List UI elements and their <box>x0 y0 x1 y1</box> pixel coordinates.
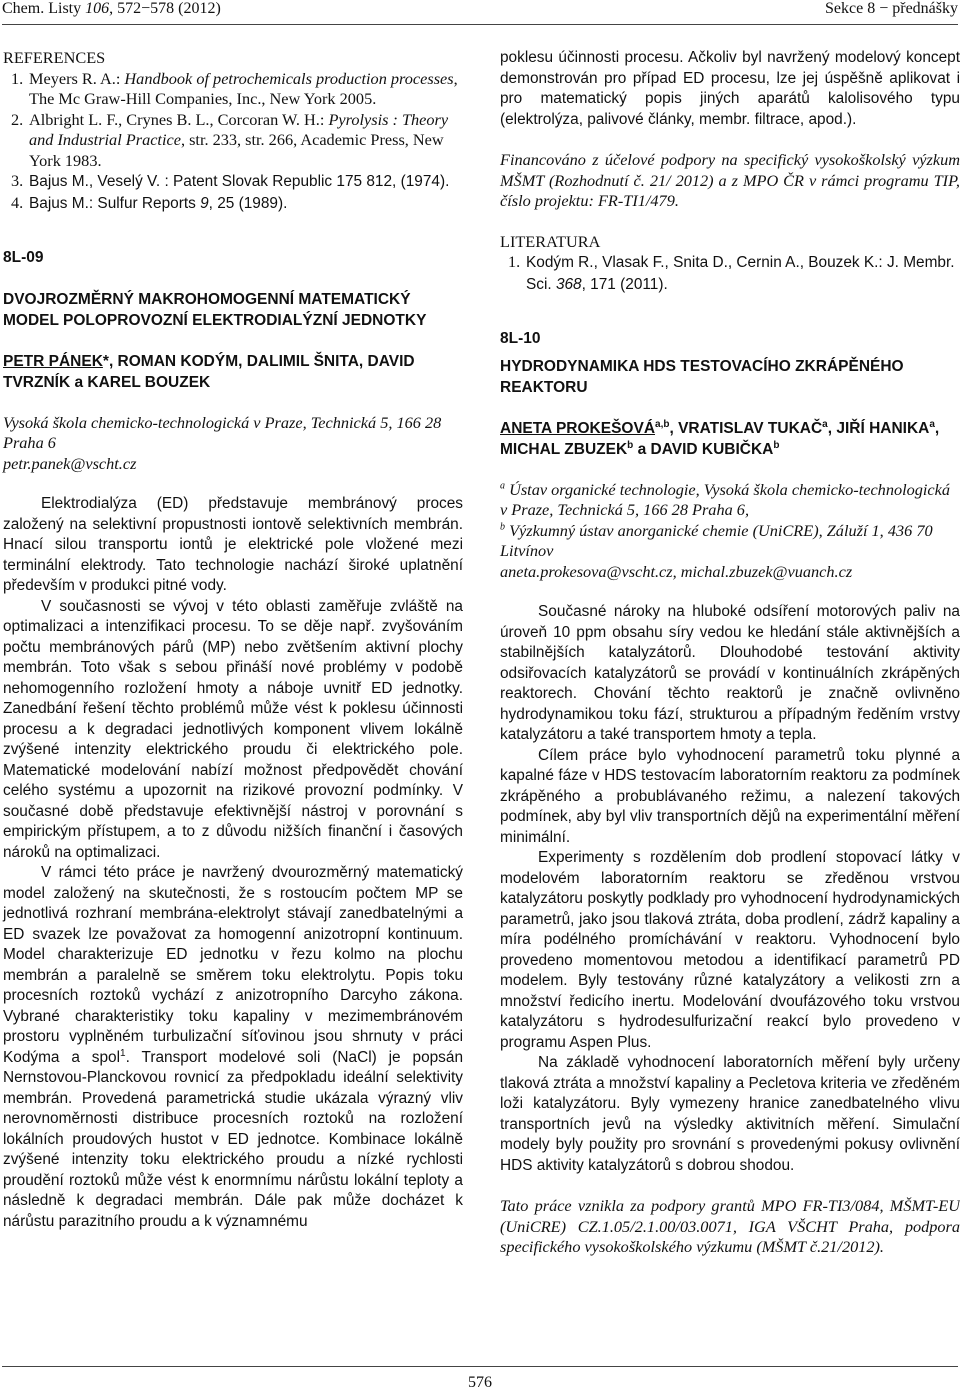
reference-volume: 9 <box>200 194 209 212</box>
references-heading: REFERENCES <box>3 48 106 67</box>
journal-pages: , 572−578 (2012) <box>109 0 221 17</box>
reference-authors: Kodým R., Vlasak F., Snita D., Cernin A., Bouzek K.: J. Membr. Sci. <box>526 254 955 293</box>
affiliation-address: Vysoká škola chemicko-technologická v Praze, Technická 5, 166 28 Praha 6 <box>3 412 442 452</box>
abstract-title: DVOJROZMĚRNÝ MAKROHOMOGENNÍ MATEMATICKÝ MODEL POLOPROVOZNÍ ELEKTRODIALÝZNÍ JEDNOTKY <box>3 290 427 329</box>
affiliation-address: Výzkumný ústav anorganické chemie (UniCRE), Záluží 1, 436 70 Litvínov <box>500 520 933 560</box>
co-authors: *, ROMAN KODÝM, DALIMIL ŠNITA, DAVID TVRZNÍK a KAREL BOUZEK <box>3 352 415 391</box>
reference-item <box>3 69 463 110</box>
contact-email: aneta.prokesova@vscht.cz, michal.zbuzek@vuanch.cz <box>500 561 853 581</box>
paragraph-text: . Transport modelové soli (NaCl) je popsán Nernstovou-Planckovou rovnicí za předpokladu ideální selektivity membrán. Provedená parametrická studie ukázala výrazný vliv nerovnoměrnosti distribuce procesních roztoků na rozložení lokálních proudových hustot v ED jednotce. Kombinace lokálně zvýšené intenzity toku elektrického proudu a nízké rychlosti proudění roztoků může vést k enormnímu nárůstu lokální teploty a následně k degradaci membrán. Dále pak může docházet k nárůstu parazitního proudu a k významnému <box>3 1048 464 1230</box>
section-label: Sekce 8 − přednášky <box>825 0 958 17</box>
paragraph: poklesu účinnosti procesu. Ačkoliv byl navržený modelový koncept demonstrován pro případ ED procesu, lze jej úspěšně aplikovat i pro matematický popis jiných aparátů kalolisového typu (elektrolýza, palivové články, membr. filtrace, apod.). <box>500 49 960 128</box>
paragraph: Na základě vyhodnocení laboratorních měření byly určeny tlaková ztráta a množství kapaliny a Pecletova kriteria ve zředěném loži katalyzátoru. Byly vymezeny hranice zanedbatelného vlivu transportních jevů na výsledky aktivitních měření. Simulační modely byly použity pro srovnání s provedenými pokusy ovlivnění HDS aktivity katalyzátorů s dobrou shodou. <box>500 1054 960 1174</box>
affiliation-marker: a <box>500 480 505 492</box>
journal-name: Chem. Listy <box>2 0 86 17</box>
reference-title: Pyrolysis : Theory and Industrial Practice <box>29 109 449 149</box>
reference-item <box>500 252 960 295</box>
presenting-author: PETR PÁNEK <box>3 352 103 370</box>
paragraph: Současné nároky na hluboké odsíření motorových paliv na úroveň 10 ppm obsahu síry vedou ke hledání stále aktivnějších a stabilnějších katalyzátorů. Dlouhodobé testování aktivity odsiřovacích katalyzátorů se provádí v kontinuálních zkrápěných reaktorech. Chování těchto reaktorů je značně ovlivněno hydrodynamikou toku fází, strukturou a případným ředěním vrstvy katalyzátoru a také transportem hmoty a tepla. <box>500 603 960 743</box>
reference-authors: Meyers R. A.: <box>29 68 125 88</box>
reference-number: 1. <box>11 68 24 88</box>
abstract-body <box>3 494 463 1232</box>
reference-authors: Albright L. F., Crynes B. L., Corcoran W. H.: <box>29 109 329 129</box>
abstract-title: HYDRODYNAMIKA HDS TESTOVACÍHO ZKRÁPĚNÉHO REAKTORU <box>500 357 904 396</box>
presenting-author: ANETA PROKEŠOVÁ <box>500 419 656 437</box>
paragraph: V současnosti se vývoj v této oblasti zaměřuje zvláště na optimalizaci a intenzifikaci procesu. To se děje např. zvyšováním počtu membránových párů (MP) nebo zvětšením aktivní plochy membrán. Toto však s sebou přináší nové problémy v podobě nehomogenního rozložení hmoty a náboje uvnitř ED jednotky. Zanedbání řešení těchto problémů může vést k poklesu účinnosti procesu a k degradaci jednotlivých komponent vlivem lokálně zvýšené intenzity elektrického proudu či elektrického pole. Matematické modelování nabízí možnost předpovědět chování celého systému a upozornit na rizikové provozní podmínky. V současné době představuje efektivnější nástroj v porovnání s empirickým přístupem, a to z důvodu nižších finanční i časových nároků na optimalizaci. <box>3 597 463 861</box>
contact-email: petr.panek@vscht.cz <box>3 453 137 473</box>
co-author: , VRATISLAV TUKAČ <box>669 419 823 437</box>
reference-details: , The Mc Graw-Hill Companies, Inc., New York 2005. <box>29 68 458 108</box>
journal-issue: 106 <box>85 0 110 17</box>
footer-rule <box>2 1366 958 1367</box>
reference-authors: Bajus M., Veselý V. : Patent Slovak Republic 175 812, (1974). <box>29 173 450 190</box>
left-column <box>3 48 463 1232</box>
affiliation-address: Ústav organické technologie, Vysoká škola chemicko-technologická v Praze, Technická 5, 166 28 Praha 6, <box>500 479 951 519</box>
affiliation-b <box>500 521 960 562</box>
reference-list <box>3 69 463 215</box>
running-header <box>2 0 958 25</box>
reference-number: 1. <box>508 252 521 271</box>
reference-item <box>3 110 463 172</box>
reference-details: , 25 (1989). <box>208 194 288 212</box>
affiliation-marker: a,b <box>655 418 670 430</box>
abstract-code: 8L-10 <box>500 330 541 347</box>
reference-details: , str. 233, str. 266, Academic Press, New York 1983. <box>29 130 444 170</box>
journal-citation <box>2 0 221 18</box>
affiliation <box>3 413 463 475</box>
affiliation-a <box>500 480 960 521</box>
right-column <box>500 48 960 1258</box>
page-number: 576 <box>468 1374 492 1391</box>
reference-number: 2. <box>11 109 24 129</box>
abstract-body-continued <box>500 48 960 130</box>
literature-heading: LITERATURA <box>500 231 601 251</box>
reference-item <box>3 171 463 193</box>
funding-note: Financováno z účelové podpory na specifický vysokoškolský výzkum MŠMT (Rozhodnutí č. 21/ 2012) a z MPO ČR v rámci programu TIP, číslo projektu: FR-TI1/479. <box>500 150 960 210</box>
reference-item <box>3 193 463 215</box>
paragraph: Cílem práce bylo vyhodnocení parametrů toku plynné a kapalné fáze v HDS testovacím laboratorním reaktoru za podmínek zkrápěného a probublávaného režimu, a nalezení takových podmínek, aby byl vliv transportních dějů na experimentální měření minimální. <box>500 746 960 846</box>
affiliation-marker: b <box>500 521 505 533</box>
reference-details: , 171 (2011). <box>581 275 668 293</box>
co-author: , JIŘÍ HANIKA <box>827 419 930 437</box>
reference-number: 4. <box>11 192 24 212</box>
reference-volume: 368 <box>555 275 582 293</box>
paragraph <box>3 863 463 1232</box>
reference-authors: Bajus M.: Sulfur Reports <box>29 194 201 212</box>
citation-marker: 1 <box>120 1047 126 1059</box>
abstract-body <box>500 602 960 1176</box>
funding-note: Tato práce vznikla za podpory grantů MPO FR-TI3/084, MŠMT-EU (UniCRE) CZ.1.05/2.1.00/03.0071, IGA VŠCHT Praha, podpora specifického vysokoškolského výzkumu (MŠMT č.21/2012). <box>500 1196 960 1256</box>
co-author: , MICHAL ZBUZEK <box>500 419 940 458</box>
literature-list <box>500 252 960 295</box>
reference-title: Handbook of petrochemicals production processes <box>124 68 454 88</box>
paragraph: Experimenty s rozdělením dob prodlení stopovací látky v modelovém laboratorním reaktoru se zředěnou vrstvou katalyzátoru poskytly podklady pro vyhodnocení hydrodynamických parametrů, jako jsou tlaková ztráta, doba prodlení, zádrž kapaliny a míra podélného promíchávání v reaktoru. Vyhodnocení bylo provedeno momentovou metodou a identifikací parametrů PD modelem. Byly testovány různé katalyzátory a velikosti zrn a množství ředicího inertu. Modelování dvoufázového toku vrstvou katalyzátoru s hydrodesulfurizační reakcí bylo provedeno v programu Aspen Plus. <box>500 849 960 1051</box>
co-author: a DAVID KUBIČKA <box>633 440 774 458</box>
affiliation-marker: a <box>929 418 935 430</box>
author-list <box>3 351 463 393</box>
affiliation-marker: b <box>627 439 634 451</box>
affiliation-marker: a <box>822 418 828 430</box>
paragraph-text: V rámci této práce je navržený dvourozměrný matematický model založený na skutečnosti, že s rostoucím počtem MP se jednotlivá rozhraní membrána-elektrolyt stávají zanedbatelnými a ED svazek lze považovat za homogenní anizotropní kontinuum. Model charakterizuje ED jednotku v řezu kolmo na plochu membrán a paralelně se směrem toku elektrolytu. Popis toku procesních roztoků vychází z anizotropního Darcyho zákona. Vybrané charakteristiky toku kapaliny v mezimembránovém prostoru vyplněném turbulizační síťovinou jsou shrnuty v práci Kodýma a spol <box>3 864 463 1066</box>
affiliation-marker: b <box>773 439 780 451</box>
abstract-code: 8L-09 <box>3 249 44 266</box>
affiliation <box>500 480 960 583</box>
author-list <box>500 418 960 460</box>
paragraph: Elektrodialýza (ED) představuje membránový proces založený na selektivní propustnosti iontově selektivních membrán. Hnací silou transportu iontů je elektrické pole vložené mezi terminální elektrody. Tato technologie nachází široké uplatnění především v produkci pitné vody. <box>3 495 463 594</box>
reference-number: 3. <box>11 171 24 190</box>
